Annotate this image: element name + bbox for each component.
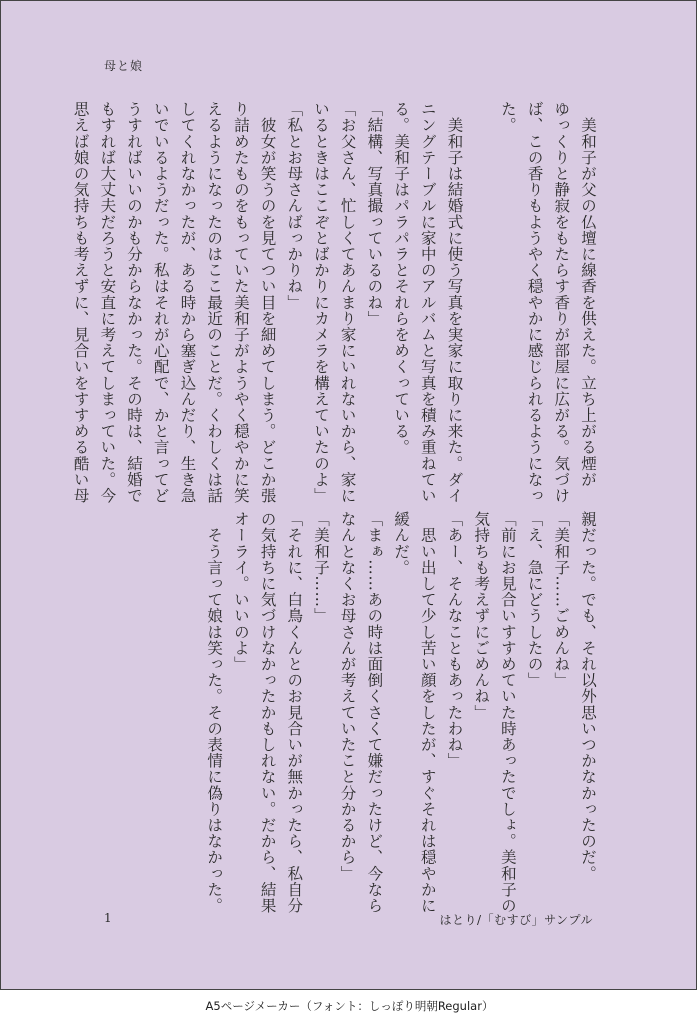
lower-text-line: 思い出して少し苦い顔をしたが、すぐそれは穏やかに: [418, 511, 437, 914]
upper-text-line: [467, 101, 494, 486]
upper-text-block: [67, 101, 601, 504]
lower-text-line: 気持ちも考えずにごめんね」: [472, 511, 491, 721]
lower-text-line: 「美和子……」: [311, 511, 330, 624]
upper-text-line: うすればいいのかも分からなかった。その時は、結婚で: [125, 101, 144, 504]
upper-text-line: た。: [498, 101, 517, 134]
upper-text-line: ば、この香りもようやく穏やかに感じられるようになっ: [525, 101, 544, 504]
upper-text-line: り詰めたものをもっていた美和子がようやく穏やかに笑: [231, 101, 250, 504]
lower-text-line: なんとなくお母さんが考えていたこと分かるから」: [338, 511, 357, 882]
lower-text-line: 「あー、そんなこともあったわね」: [445, 511, 464, 769]
upper-text-line: ゆっくりと静寂をもたらす香りが部屋に広がる。気づけ: [552, 101, 571, 504]
lower-text-line: オーライ。いいのよ」: [231, 511, 250, 672]
upper-text-line: してくれなかったが、ある時から塞ぎ込んだり、生き急: [178, 101, 197, 504]
upper-text-line: 美和子が父の仏壇に線香を供えた。立ち上がる煙が: [579, 101, 597, 488]
upper-text-line: 思えば娘の気持ちも考えずに、見合いをすすめる酷い母: [71, 101, 90, 504]
upper-text-line: 「結構、写真撮っているのね」: [365, 101, 384, 327]
lower-text-line: の気持ちに気づけなかったかもしれない。だから、結果: [258, 511, 277, 914]
footer-credit: はとり/「むすび」サンプル: [439, 913, 593, 927]
lower-text-line: 緩んだ。: [392, 511, 411, 576]
running-title: 母と娘: [104, 59, 144, 73]
upper-text-line: 「私とお母さんばっかりね」: [285, 101, 304, 311]
upper-text-line: 美和子は結婚式に使う写真を実家に取りに来た。ダイ: [445, 101, 464, 504]
upper-text-line: る。美和子はパラパラとそれらをめくっている。: [392, 101, 411, 456]
upper-text-line: もすれば大丈夫だろうと安直に考えてしまっていた。今: [98, 101, 117, 504]
lower-text-line: 「え、急にどうしたの」: [525, 511, 544, 689]
lower-text-line: 「それに、白鳥くんとのお見合いが無かったら、私自分: [285, 511, 304, 914]
page-number: 1: [104, 911, 112, 925]
upper-text-line: ニングテーブルに家中のアルバムと写真を積み重ねてい: [418, 101, 437, 504]
upper-text-line: いでいるようだった。私はそれが心配で、かと言ってど: [151, 101, 170, 504]
lower-text-block: [200, 511, 601, 914]
lower-text-line: 「まぁ……あの時は面倒くさくて嫌だったけど、今なら: [365, 511, 384, 914]
upper-text-line: いるときはここぞとばかりにカメラを構えていたのよ」: [311, 101, 330, 504]
lower-text-line: 「美和子……ごめんね」: [552, 511, 571, 689]
upper-text-line: 「お父さん、忙しくてあんまり家にいれないから、家に: [338, 101, 357, 504]
lower-text-line: 「前にお見合いすすめていた時あったでしょ。美和子の: [498, 511, 517, 914]
upper-text-line: 彼女が笑うのを見てつい目を細めてしまう。どこか張: [258, 101, 277, 504]
lower-text-line: そう言って娘は笑った。その表情に偽りはなかった。: [205, 511, 224, 914]
upper-text-line: えるようになったのはここ最近のことだ。くわしくは話: [205, 101, 224, 504]
page-maker-caption: A5ページメーカー（フォント：しっぽり明朝Regular）: [205, 999, 494, 1013]
lower-text-line: 親だった。でも、それ以外思いつかなかったのだ。: [579, 511, 597, 882]
